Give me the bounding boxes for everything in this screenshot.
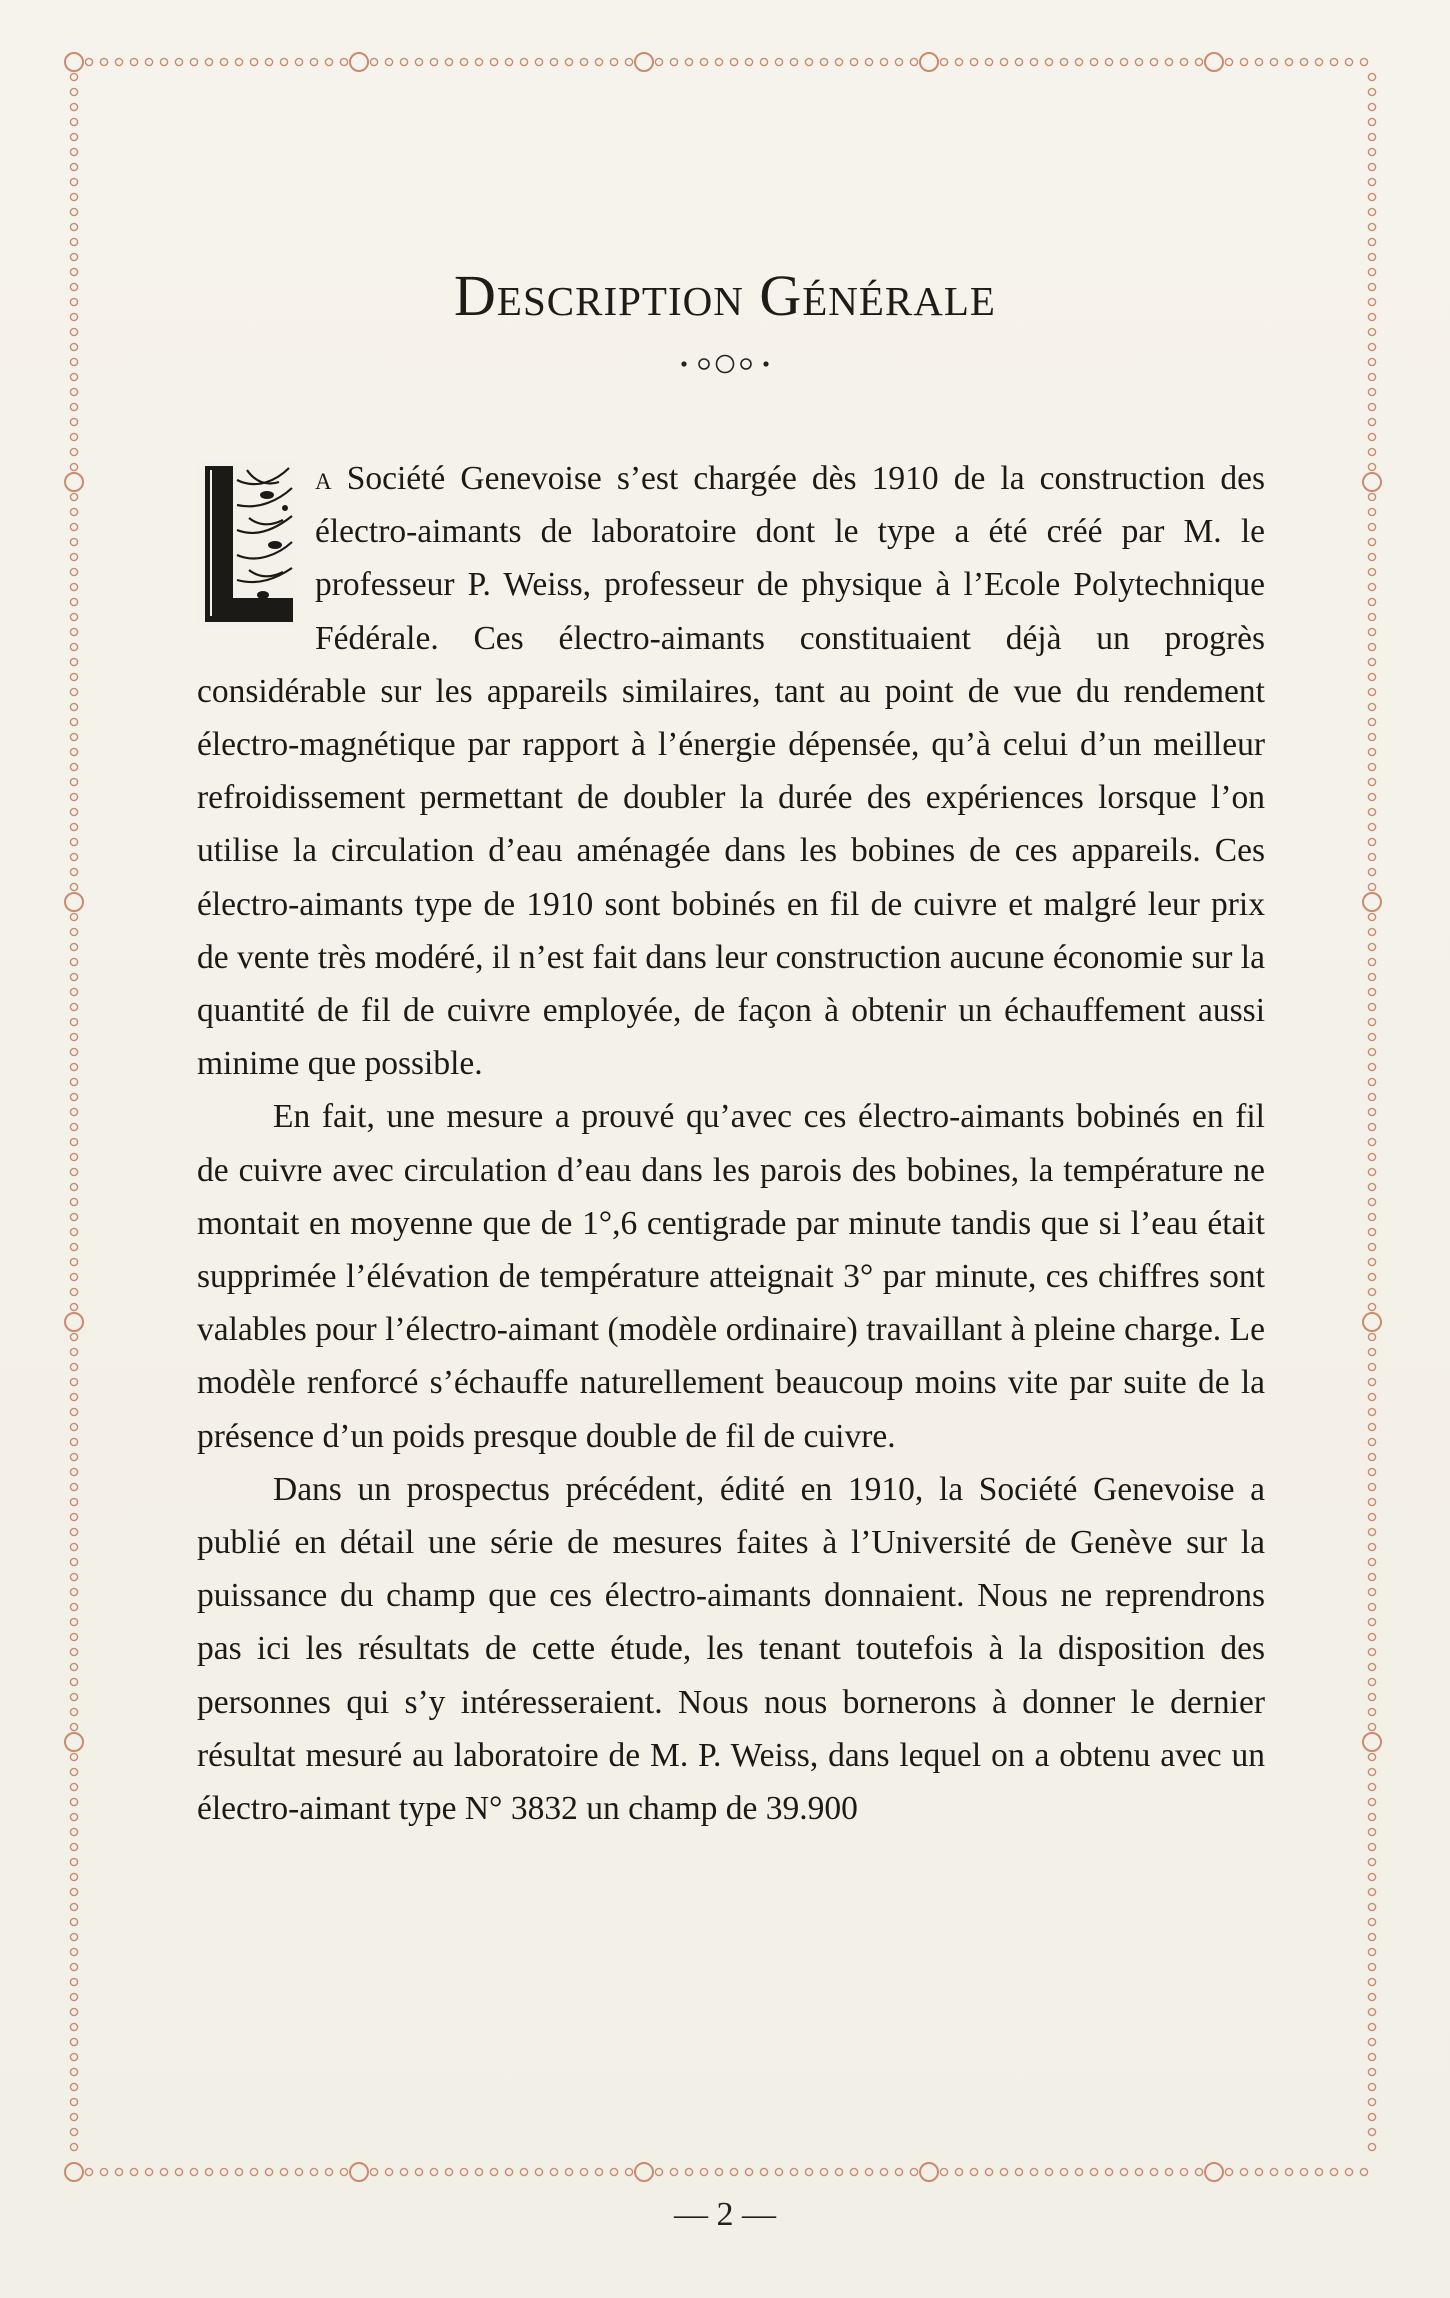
body-text — [197, 452, 1265, 1835]
first-word-rest: a — [315, 460, 332, 497]
paragraph-1 — [197, 452, 1265, 1090]
dropcap-letter — [297, 460, 298, 461]
page-number: — 2 — — [674, 2196, 776, 2233]
ornament-icon — [670, 352, 780, 376]
dropcap — [197, 460, 297, 628]
paragraph-1-text: Société Genevoise s’est chargée dès 1910 de la construction des électro-aimants de laboratoire dont le type a été créé par M. le professeur P. Weiss, professeur de physique à l’Ecole Polytechnique Fédérale. Ces électro-aimants constituaient déjà un progrès considérable sur les appareils similaires, tant au point de vue du rendement électro-magnétique par rapport à l’énergie dépensée, qu’à celui d’un meilleur refroidissement permettant de doubler la durée des expériences lorsque l’on utilise la circulation d’eau aménagée dans les bobines de ces appareils. Ces électro-aimants type de 1910 sont bobinés en fil de cuivre et malgré leur prix de vente très modéré, il n’est fait dans leur construction aucune économie sur la quantité de fil de cuivre employée, de façon à obtenir un échauffement aussi minime que possible. — [197, 460, 1266, 1083]
page-title: Description Générale — [454, 263, 996, 328]
title-ornament — [0, 352, 1450, 381]
dropcap-l-icon — [197, 460, 297, 628]
paragraph-3: Dans un prospectus précédent, édité en 1910, la Société Genevoise a publié en détail une série de mesures faites à l’Université de Genève sur la puissance du champ que ces électro-aimants donnaient. Nous ne reprendrons pas ici les résultats de cette étude, les tenant toutefois à la disposition des personnes qui s’y intéresseraient. Nous nous bornerons à donner le dernier résultat mesuré au laboratoire de M. P. Weiss, dans lequel on a obtenu avec un électro-aimant type N° 3832 un champ de 39.900 — [197, 1470, 1265, 1828]
paragraph-2: En fait, une mesure a prouvé qu’avec ces électro-aimants bobinés en fil de cuivre avec circulation d’eau dans les parois des bobines, la température ne montait en moyenne que de 1°,6 centigrade par minute tandis que si l’eau était supprimée l’élévation de température atteignait 3° par minute, ces chiffres sont valables pour l’électro-aimant (modèle ordinaire) travaillant à pleine charge. Le modèle renforcé s’échauffe naturellement beaucoup moins vite par suite de la présence d’un poids presque double de fil de cuivre. — [197, 1098, 1265, 1455]
